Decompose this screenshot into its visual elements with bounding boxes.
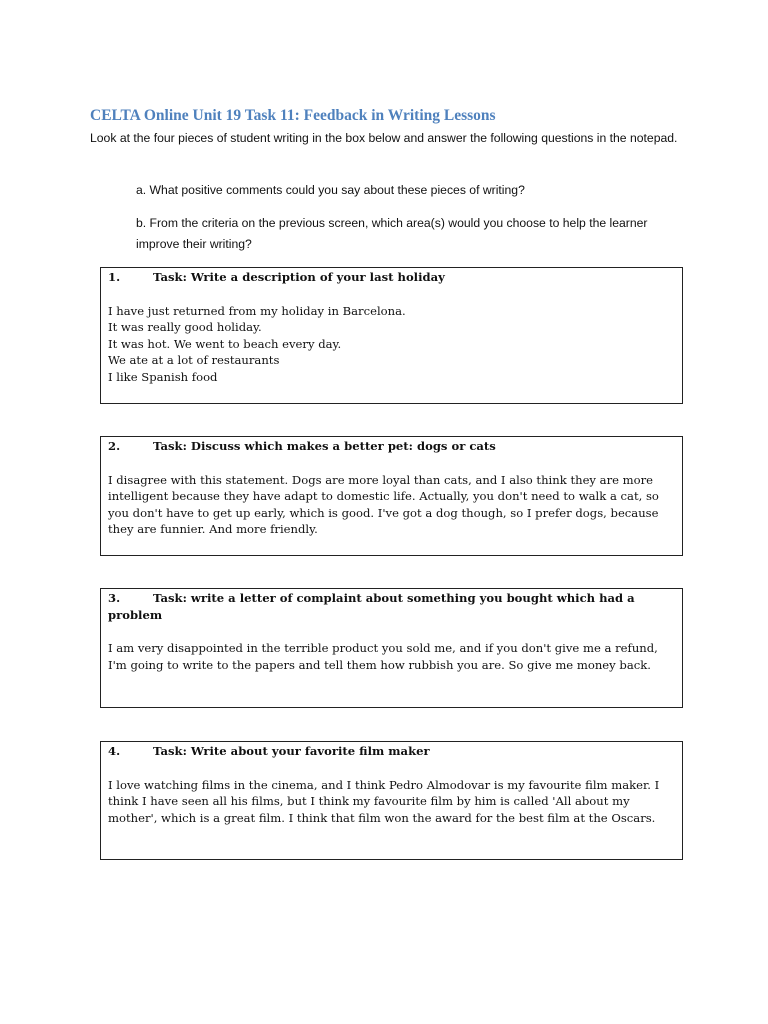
response-line: It was hot. We went to beach every day. [108, 336, 342, 351]
response-line: It was really good holiday. [108, 320, 262, 335]
task-number-4: 4. [108, 744, 121, 758]
task-title-1: Task: Write a description of your last holiday [153, 270, 445, 284]
task-heading-2 [108, 437, 675, 455]
task-heading-1 [108, 268, 675, 286]
task-heading-4 [108, 742, 675, 760]
intro-text: Look at the four pieces of student writing in the box below and answer the following questions in the notepad. [90, 131, 678, 145]
task-box-4 [100, 741, 683, 860]
question-b: b. From the criteria on the previous screen, which area(s) would you choose to help the learner improve their writing? [136, 216, 648, 251]
task-number-2: 2. [108, 439, 121, 453]
task-box-2 [100, 436, 683, 556]
task-number-1: 1. [108, 270, 121, 284]
task-number-3: 3. [108, 591, 121, 605]
task-response-2: I disagree with this statement. Dogs are more loyal than cats, and I also think they are more intelligent because they have adapt to domestic life. Actually, you don't need to walk a cat, so you don't have to get up early, which is good. I've got a dog though, so I prefer dogs, because they are funnier. And more friendly. [108, 472, 659, 537]
task-response-4: I love watching films in the cinema, and I think Pedro Almodovar is my favourite film maker. I think I have seen all his films, but I think my favourite film by him is called 'All about my mother', which is a great film. I think that film won the award for the best film at the Oscars. [108, 777, 660, 825]
task-response-3: I am very disappointed in the terrible product you sold me, and if you don't give me a refund, I'm going to write to the papers and tell them how rubbish you are. So give me money back. [108, 641, 658, 672]
task-title-4: Task: Write about your favorite film maker [153, 744, 430, 758]
response-line: I like Spanish food [108, 369, 218, 384]
task-title-2: Task: Discuss which makes a better pet: dogs or cats [153, 439, 496, 453]
response-line: I have just returned from my holiday in Barcelona. [108, 303, 406, 318]
task-heading-3 [108, 589, 675, 623]
task-response-1 [108, 303, 675, 386]
task-box-3 [100, 588, 683, 708]
response-line: We ate at a lot of restaurants [108, 353, 280, 368]
question-a: a. What positive comments could you say about these pieces of writing? [136, 183, 525, 197]
task-box-1 [100, 267, 683, 404]
task-title-3: Task: write a letter of complaint about something you bought which had a problem [108, 591, 635, 622]
page-title: CELTA Online Unit 19 Task 11: Feedback in Writing Lessons [90, 107, 496, 124]
